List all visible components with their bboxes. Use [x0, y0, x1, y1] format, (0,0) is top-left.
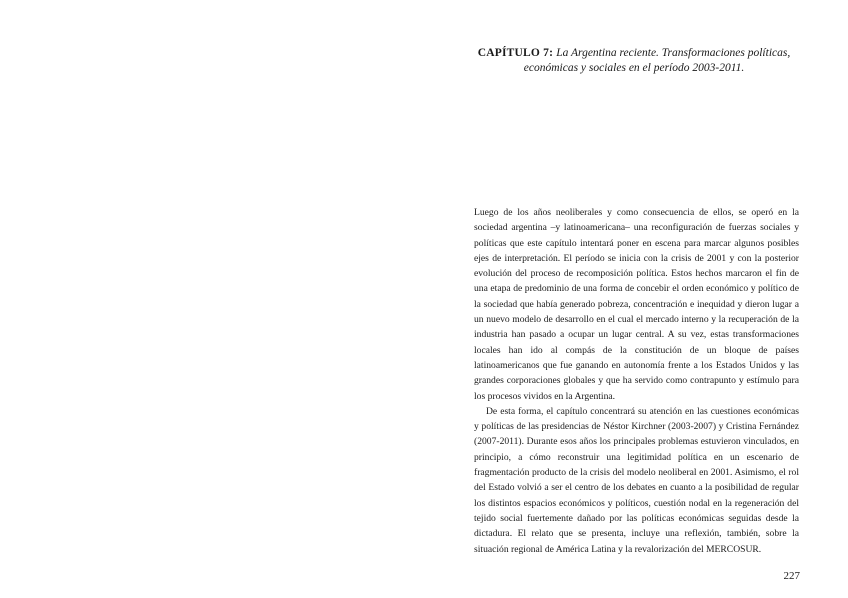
chapter-separator: :: [549, 47, 557, 59]
chapter-heading: [468, 46, 800, 76]
chapter-body: [474, 205, 799, 557]
paragraph-2: De esta forma, el capítulo concentrará su atención en las cuestiones económicas y políticas de las presidencias de Néstor Kirchner (2003-2007) y Cristina Fernández (2007-2011). Durante esos años los principales problemas estuvieron vinculados, en principio, a cómo reconstruir una legitimidad política en un escenario de fragmentación producto de la crisis del modelo neoliberal en 2001. Asimismo, el rol del Estado volvió a ser el centro de los debates en cuanto a la posibilidad de regular los distintos espacios económicos y políticos, cuestión nodal en la regeneración del tejido social fuertemente dañado por las políticas económicas seguidas desde la dictadura. El relato que se presenta, incluye una reflexión, también, sobre la situación regional de América Latina y la revalorización del MERCOSUR.: [474, 405, 799, 555]
chapter-title: La Argentina reciente. Transformaciones políticas, económicas y sociales en el período 2003-2011.: [523, 47, 791, 74]
paragraph-1: Luego de los años neoliberales y como consecuencia de ellos, se operó en la sociedad argentina –y latinoamericana– una reconfiguración de fuerzas sociales y políticas que este capítulo intentará poner en escena para marcar algunos posibles ejes de interpretación. El período se inicia con la crisis de 2001 y con la posterior evolución del proceso de recomposición política. Estos hechos marcaron el fin de una etapa de predominio de una forma de concebir el orden económico y político de la sociedad que había generado pobreza, concentración e inequidad y dieron lugar a un nuevo modelo de desarrollo en el cual el mercado interno y la recuperación de la industria han pasado a ocupar un lugar central. A su vez, estas transformaciones locales han ido al compás de la constitución de un bloque de países latinoamericanos que fue ganando en autonomía frente a los Estados Unidos y las grandes corporaciones globales y que ha servido como contrapunto y estímulo para los procesos vividos en la Argentina.: [474, 207, 799, 402]
page-number: 227: [783, 570, 800, 582]
chapter-label: CAPÍTULO 7: [477, 47, 550, 59]
